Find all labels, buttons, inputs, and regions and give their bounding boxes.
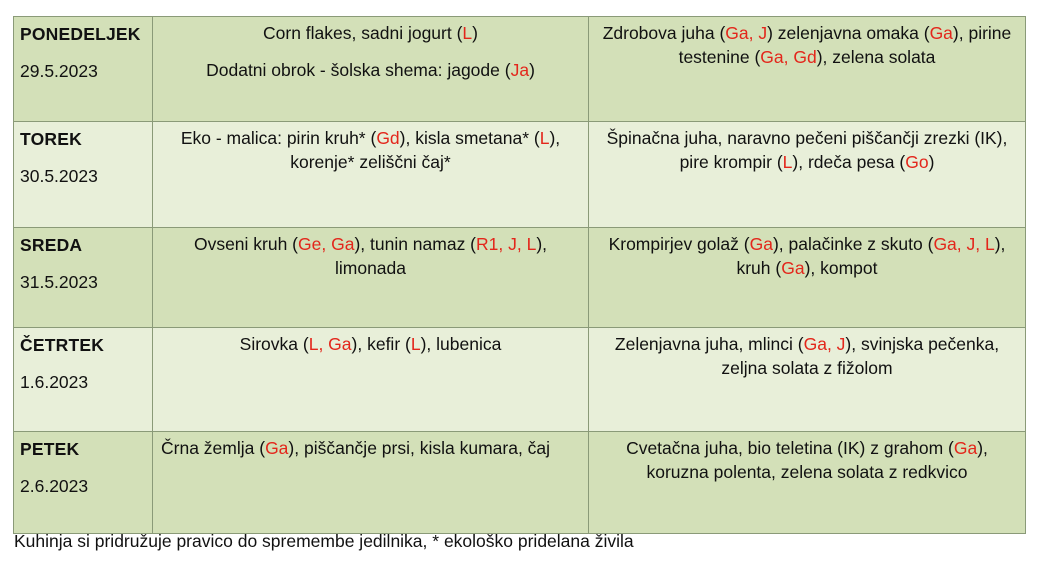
table-row: [14, 432, 1026, 534]
allergen-code: Ga, J: [803, 334, 846, 354]
allergen-code: Go: [905, 152, 929, 172]
menu-text: Ovseni kruh (: [193, 234, 299, 254]
lunch-text: [603, 23, 1012, 67]
menu-text: Corn flakes, sadni jogurt (: [263, 23, 463, 43]
day-name: PONEDELJEK: [20, 24, 141, 44]
allergen-code: Ga: [265, 438, 289, 458]
lunch-text: [626, 438, 988, 482]
allergen-code: L: [462, 23, 473, 43]
lunch-cell: [589, 328, 1026, 432]
allergen-code: Ga, J: [725, 23, 768, 43]
day-cell: [14, 228, 153, 328]
menu-text: ), piščančje prsi, kisla kumara, čaj: [288, 438, 551, 458]
allergen-code: L, Ga: [308, 334, 352, 354]
menu-text: Črna žemlja (: [161, 438, 266, 458]
day-cell: [14, 328, 153, 432]
allergen-code: L: [539, 128, 550, 148]
footer-note: Kuhinja si pridružuje pravico do spremembe jedilnika, * ekološko pridelana živila: [14, 531, 634, 551]
menu-text: Špinačna juha, naravno pečeni piščančji zrezki (IK), pire krompir (: [606, 128, 1008, 172]
allergen-code: Ga: [953, 438, 978, 458]
menu-text: ), zelena solata: [816, 47, 936, 67]
allergen-code: Ga, J, L: [933, 234, 995, 254]
menu-text: Eko - malica: pirin kruh* (: [180, 128, 377, 148]
menu-text: ): [529, 60, 535, 80]
menu-text: ), kompot: [804, 258, 878, 278]
day-name: SREDA: [20, 235, 83, 255]
menu-text: Krompirjev golaž (: [608, 234, 750, 254]
lunch-cell: [589, 17, 1026, 122]
menu-text: ) zelenjavna omaka (: [767, 23, 930, 43]
allergen-code: Ge, Ga: [298, 234, 355, 254]
lunch-text: [607, 128, 1008, 172]
menu-text: ), limonada: [334, 234, 548, 278]
menu-text: ), palačinke z skuto (: [772, 234, 934, 254]
allergen-code: L: [782, 152, 793, 172]
table-row: [14, 17, 1026, 122]
table-row: [14, 228, 1026, 328]
lunch-cell: [589, 122, 1026, 228]
day-cell: [14, 122, 153, 228]
day-date: 29.5.2023: [20, 61, 98, 81]
allergen-code: Ga, Gd: [760, 47, 817, 67]
menu-text: ), kefir (: [351, 334, 411, 354]
menu-text: ), kisla smetana* (: [399, 128, 540, 148]
day-cell: [14, 432, 153, 534]
extra-meal-text: [161, 58, 580, 82]
menu-text: ), svinjska pečenka, zeljna solata z fižolom: [721, 334, 1000, 378]
weekly-menu-table: [13, 16, 1026, 534]
menu-text: ), korenje* zeliščni čaj*: [290, 128, 561, 172]
lunch-text: [615, 334, 999, 378]
breakfast-cell: [153, 122, 589, 228]
table-row: [14, 328, 1026, 432]
menu-text: Zdrobova juha (: [602, 23, 726, 43]
breakfast-text: [240, 334, 502, 354]
menu-text: ): [472, 23, 478, 43]
allergen-code: Ja: [510, 60, 530, 80]
breakfast-text: [263, 23, 478, 43]
day-name: TOREK: [20, 129, 82, 149]
menu-text: Zelenjavna juha, mlinci (: [614, 334, 804, 354]
breakfast-cell: [153, 17, 589, 122]
breakfast-cell: [153, 328, 589, 432]
day-date: 31.5.2023: [20, 272, 98, 292]
menu-text: ), kruh (: [736, 234, 1006, 278]
menu-text: ), lubenica: [420, 334, 502, 354]
lunch-cell: [589, 432, 1026, 534]
allergen-code: Gd: [376, 128, 400, 148]
allergen-code: Ga: [929, 23, 953, 43]
menu-text: ), pirine testenine (: [678, 23, 1012, 67]
breakfast-text: [194, 234, 547, 278]
menu-text: ), rdeča pesa (: [792, 152, 906, 172]
breakfast-cell: [153, 228, 589, 328]
allergen-code: R1, J, L: [476, 234, 537, 254]
day-name: PETEK: [20, 439, 80, 459]
menu-text: ): [928, 152, 935, 172]
lunch-text: [609, 234, 1006, 278]
menu-text: ), tunin namaz (: [354, 234, 477, 254]
breakfast-cell: [153, 432, 589, 534]
allergen-code: Ga: [781, 258, 805, 278]
day-date: 30.5.2023: [20, 166, 98, 186]
breakfast-text: [181, 128, 560, 172]
menu-text: ), koruzna polenta, zelena solata z redkvico: [646, 438, 988, 482]
menu-text: Dodatni obrok - šolska shema: jagode (: [206, 60, 511, 80]
menu-text: Sirovka (: [239, 334, 309, 354]
day-name: ČETRTEK: [20, 335, 105, 355]
day-date: 1.6.2023: [20, 372, 89, 392]
breakfast-text: [161, 438, 550, 458]
day-date: 2.6.2023: [20, 476, 89, 496]
table-row: [14, 122, 1026, 228]
lunch-cell: [589, 228, 1026, 328]
menu-text: Cvetačna juha, bio teletina (IK) z grahom (: [626, 438, 954, 458]
allergen-code: L: [410, 334, 421, 354]
day-cell: [14, 17, 153, 122]
allergen-code: Ga: [749, 234, 773, 254]
